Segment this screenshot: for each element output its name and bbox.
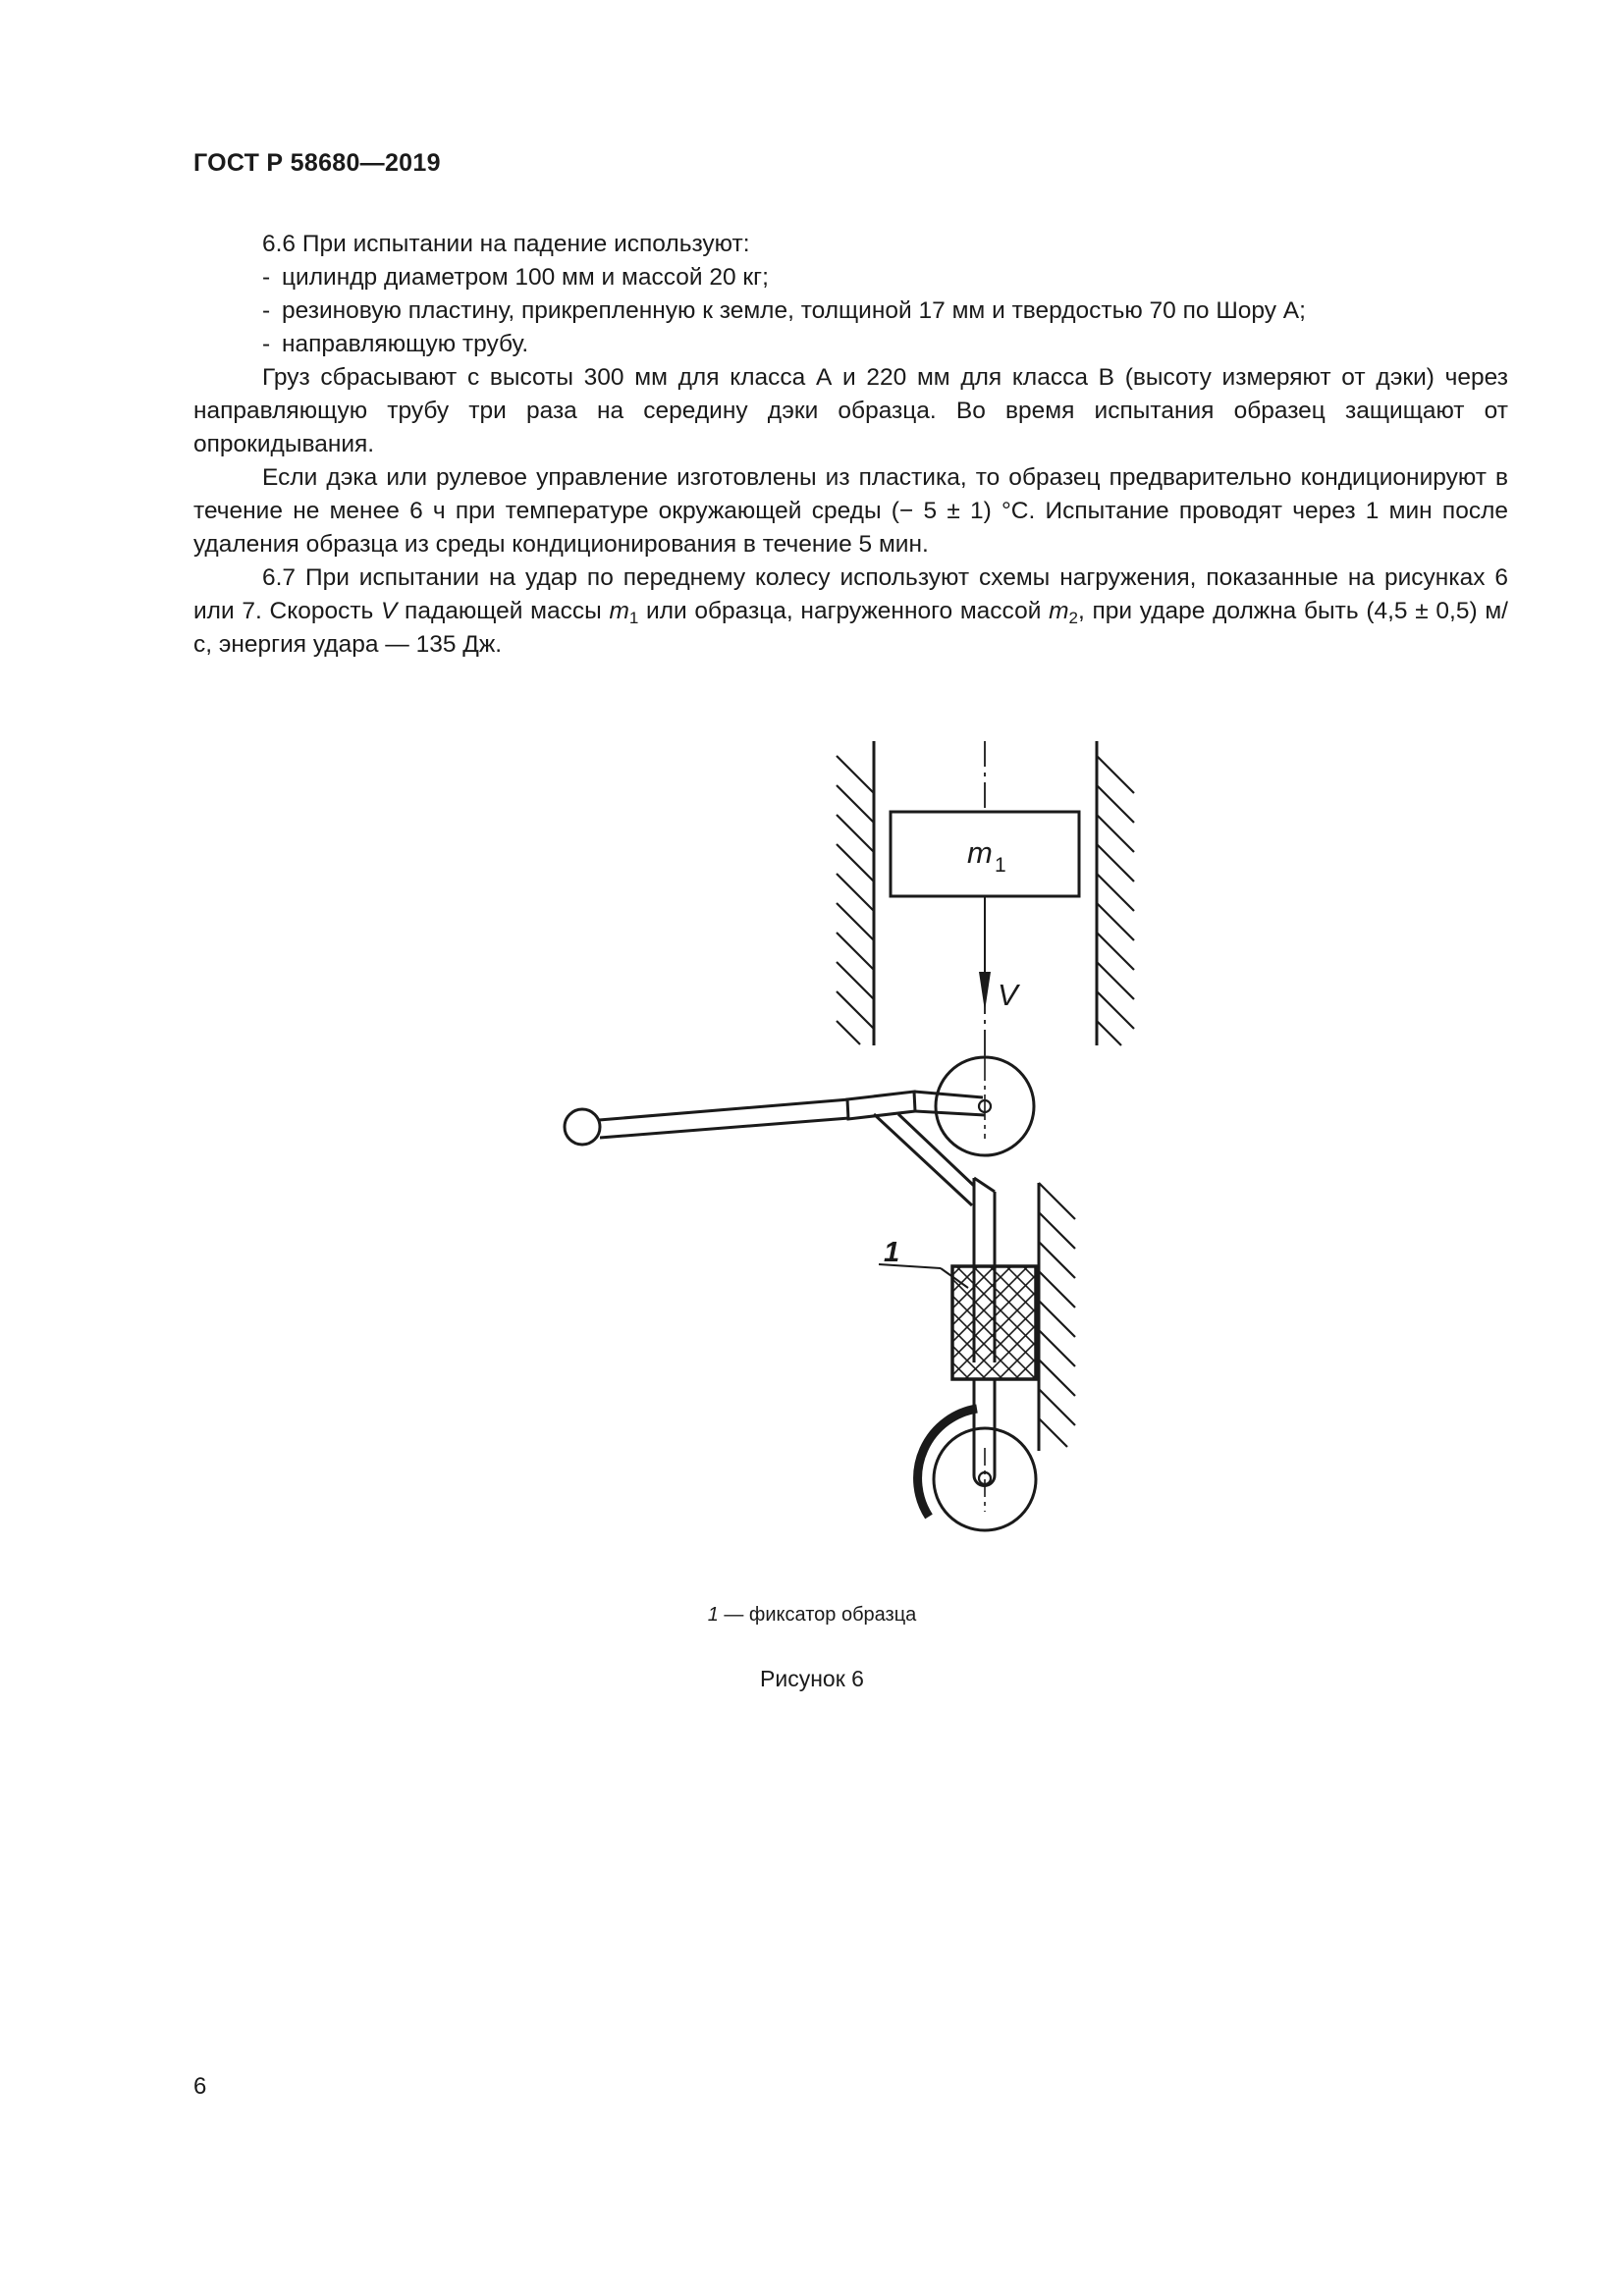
document-header	[193, 149, 441, 178]
section-6-7-paragraph: 6.7 При испытании на удар по переднему колесу используют схемы нагружения, показанные на рисунках 6 или 7. Скорость V падающей массы $m_1$ или образца, нагруженного массой $m_2$, при ударе должна быть (4,5 ± 0,5) м/с, энергия удара — 135 Дж.	[193, 564, 1508, 658]
body-text	[193, 228, 1508, 662]
velocity-arrowhead	[979, 972, 991, 1011]
standard-number: ГОСТ Р 58680—2019	[193, 149, 441, 177]
mass-label: m	[967, 835, 993, 870]
list-item-text: направляющую трубу.	[282, 331, 529, 357]
mass-symbol: m	[609, 598, 629, 624]
list-item: - цилиндр диаметром 100 мм и массой 20 кг;	[262, 264, 769, 291]
legend-text: — фиксатор образца	[718, 1604, 917, 1626]
mass-symbol: m	[1049, 598, 1069, 624]
page-number: 6	[193, 2073, 207, 2100]
mass-label-subscript: 1	[995, 854, 1006, 877]
list-item-text: резиновую пластину, прикрепленную к земле, толщиной 17 мм и твердостью 70 по Шору А;	[282, 297, 1306, 324]
figure-legend	[0, 1604, 1624, 1627]
section-6-6-intro: 6.6 При испытании на падение используют:	[262, 231, 750, 257]
lower-guide-wall	[1039, 1183, 1075, 1451]
legend-number: 1	[707, 1604, 719, 1626]
list-item: - резиновую пластину, прикрепленную к земле, толщиной 17 мм и твердостью 70 по Шору А;	[262, 297, 1306, 324]
right-guide-wall	[1097, 741, 1134, 1045]
conditioning-paragraph: Если дэка или рулевое управление изготовлены из пластика, то образец предварительно кондиционируют в течение не менее 6 ч при температуре окружающей среды (− 5 ± 1) °С. Испытание проводят через 1 мин после удаления образца из среды кондиционирования в течение 5 мин.	[193, 464, 1508, 558]
callout-number: 1	[884, 1237, 900, 1268]
velocity-label: V	[998, 978, 1018, 1012]
list-item: - направляющую трубу.	[262, 331, 529, 357]
list-item-text: цилиндр диаметром 100 мм и массой 20 кг;	[282, 264, 769, 291]
velocity-symbol: V	[381, 598, 398, 624]
figure-6-diagram	[550, 726, 1159, 1551]
drop-test-paragraph: Груз сбрасывают с высоты 300 мм для класса А и 220 мм для класса В (высоту измеряют от дэки) через направляющую трубу три раза на середину дэки образца. Во время испытания образец защищают от опрокидывания.	[193, 364, 1508, 457]
left-guide-wall	[837, 741, 874, 1045]
specimen-fixture	[952, 1266, 1036, 1379]
figure-caption: Рисунок 6	[760, 1666, 864, 1691]
